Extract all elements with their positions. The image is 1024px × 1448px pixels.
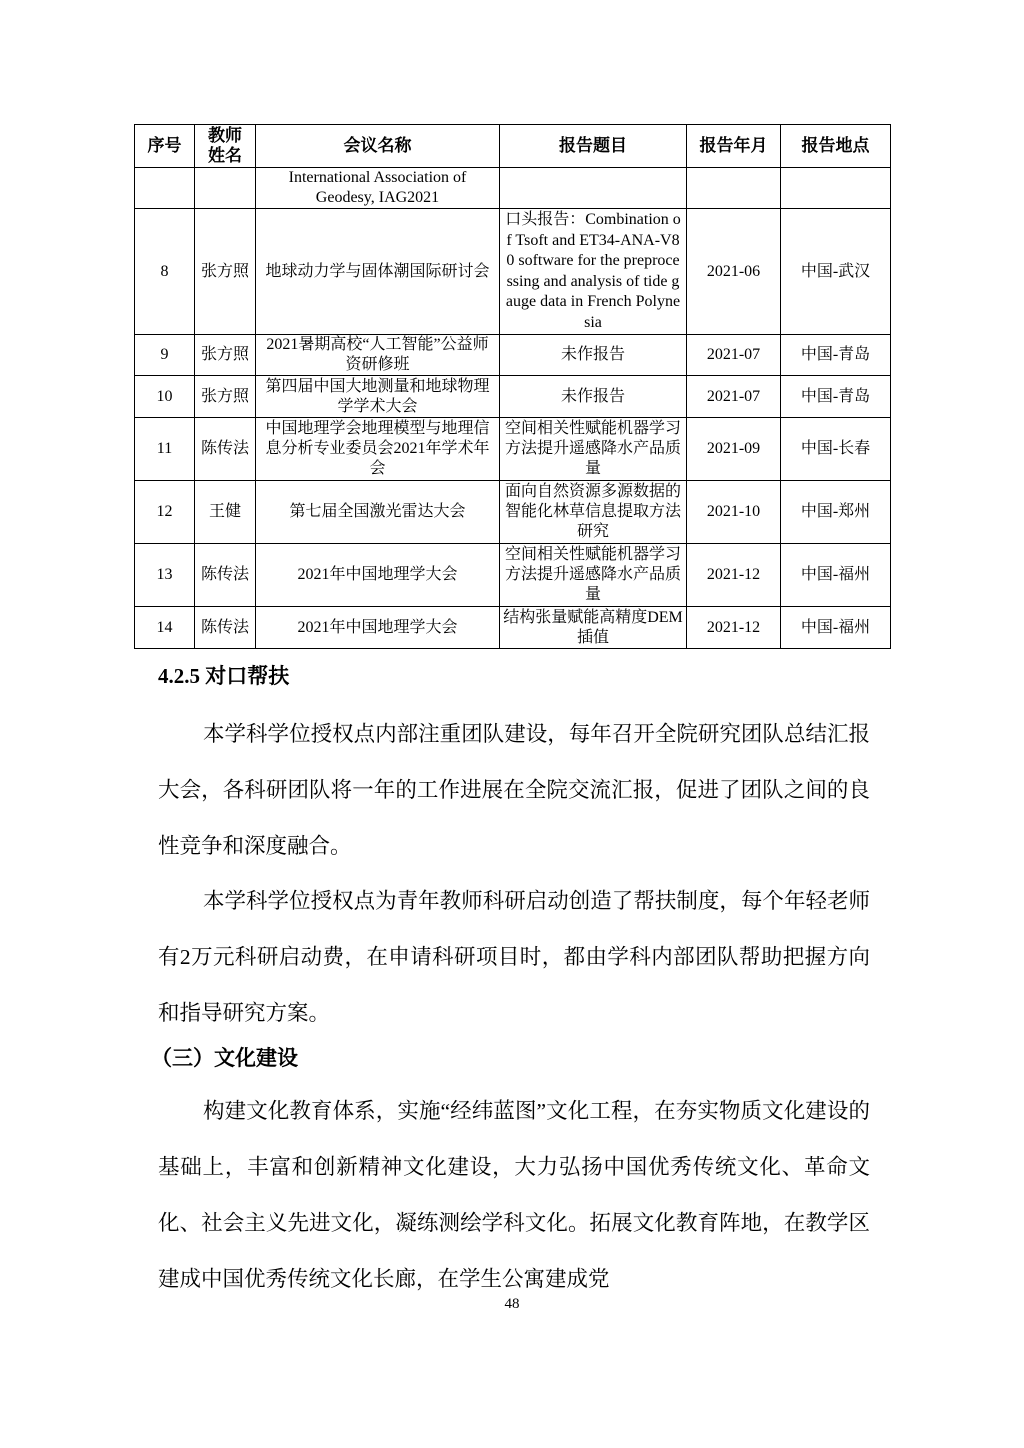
- cell-place: [781, 168, 891, 209]
- cell-teacher: 张方照: [195, 209, 256, 335]
- cell-date: 2021-12: [687, 544, 781, 607]
- cell-date: 2021-07: [687, 376, 781, 418]
- cell-seq: 12: [135, 481, 195, 544]
- cell-topic: 未作报告: [500, 335, 687, 376]
- table-row: [135, 335, 891, 376]
- cell-seq: 10: [135, 376, 195, 418]
- paragraph-team-building: 本学科学位授权点内部注重团队建设，每年召开全院研究团队总结汇报大会，各科研团队将一年的工作进展在全院交流汇报，促进了团队之间的良性竞争和深度融合。: [158, 722, 870, 858]
- header-seq: 序号: [135, 125, 195, 168]
- cell-topic: 口头报告：Combination of Tsoft and ET34-ANA-V80 software for the preprocessing and analysis of tide gauge data in French Polynesia: [500, 209, 687, 335]
- cell-date: [687, 168, 781, 209]
- header-topic: 报告题目: [500, 125, 687, 168]
- conference-report-table: [134, 124, 891, 649]
- cell-date: 2021-09: [687, 418, 781, 481]
- cell-place: 中国-青岛: [781, 335, 891, 376]
- cell-conference: 2021年中国地理学大会: [256, 607, 500, 649]
- table-row: [135, 209, 891, 335]
- cell-topic: 空间相关性赋能机器学习方法提升遥感降水产品质量: [500, 418, 687, 481]
- table-row: [135, 607, 891, 649]
- cell-teacher: 王健: [195, 481, 256, 544]
- cell-place: 中国-长春: [781, 418, 891, 481]
- cell-place: 中国-郑州: [781, 481, 891, 544]
- cell-conference: 2021年中国地理学大会: [256, 544, 500, 607]
- cell-seq: [135, 168, 195, 209]
- cell-conference: International Association of Geodesy, IAG2021: [256, 168, 500, 209]
- cell-topic: [500, 168, 687, 209]
- cell-conference: 地球动力学与固体潮国际研讨会: [256, 209, 500, 335]
- table-row: [135, 544, 891, 607]
- table-row: [135, 168, 891, 209]
- cell-teacher: 陈传法: [195, 607, 256, 649]
- cell-topic: 面向自然资源多源数据的智能化林草信息提取方法研究: [500, 481, 687, 544]
- table-row: [135, 481, 891, 544]
- header-place: 报告地点: [781, 125, 891, 168]
- cell-conference: 第四届中国大地测量和地球物理学学术大会: [256, 376, 500, 418]
- cell-date: 2021-06: [687, 209, 781, 335]
- cell-topic: 空间相关性赋能机器学习方法提升遥感降水产品质量: [500, 544, 687, 607]
- paragraph-support-system: 本学科学位授权点为青年教师科研启动创造了帮扶制度，每个年轻老师有2万元科研启动费，在申请科研项目时，都由学科内部团队帮助把握方向和指导研究方案。: [158, 889, 870, 1025]
- cell-seq: 9: [135, 335, 195, 376]
- table-header-row: [135, 125, 891, 168]
- table-row: [135, 418, 891, 481]
- cell-seq: 11: [135, 418, 195, 481]
- cell-conference: 2021暑期高校“人工智能”公益师资研修班: [256, 335, 500, 376]
- cell-teacher: 张方照: [195, 376, 256, 418]
- cell-place: 中国-武汉: [781, 209, 891, 335]
- cell-teacher: 陈传法: [195, 418, 256, 481]
- section-heading-culture: （三）文化建设: [151, 1046, 298, 1070]
- cell-seq: 13: [135, 544, 195, 607]
- cell-conference: 中国地理学会地理模型与地理信息分析专业委员会2021年学术年会: [256, 418, 500, 481]
- table-row: [135, 376, 891, 418]
- cell-date: 2021-12: [687, 607, 781, 649]
- cell-topic: 结构张量赋能高精度DEM插值: [500, 607, 687, 649]
- cell-place: 中国-福州: [781, 607, 891, 649]
- header-date: 报告年月: [687, 125, 781, 168]
- cell-seq: 14: [135, 607, 195, 649]
- cell-topic: 未作报告: [500, 376, 687, 418]
- cell-teacher: [195, 168, 256, 209]
- cell-teacher: 张方照: [195, 335, 256, 376]
- header-teacher: 教师姓名: [195, 125, 256, 168]
- header-conference: 会议名称: [256, 125, 500, 168]
- section-heading-425: 4.2.5 对口帮扶: [158, 664, 290, 688]
- cell-teacher: 陈传法: [195, 544, 256, 607]
- cell-date: 2021-10: [687, 481, 781, 544]
- page-number: 48: [504, 1296, 520, 1312]
- cell-seq: 8: [135, 209, 195, 335]
- paragraph-culture: 构建文化教育体系，实施“经纬蓝图”文化工程，在夯实物质文化建设的基础上，丰富和创新精神文化建设，大力弘扬中国优秀传统文化、革命文化、社会主义先进文化，凝练测绘学科文化。拓展文化教育阵地，在教学区建成中国优秀传统文化长廊，在学生公寓建成党: [158, 1099, 870, 1291]
- cell-place: 中国-福州: [781, 544, 891, 607]
- cell-conference: 第七届全国激光雷达大会: [256, 481, 500, 544]
- cell-date: 2021-07: [687, 335, 781, 376]
- cell-place: 中国-青岛: [781, 376, 891, 418]
